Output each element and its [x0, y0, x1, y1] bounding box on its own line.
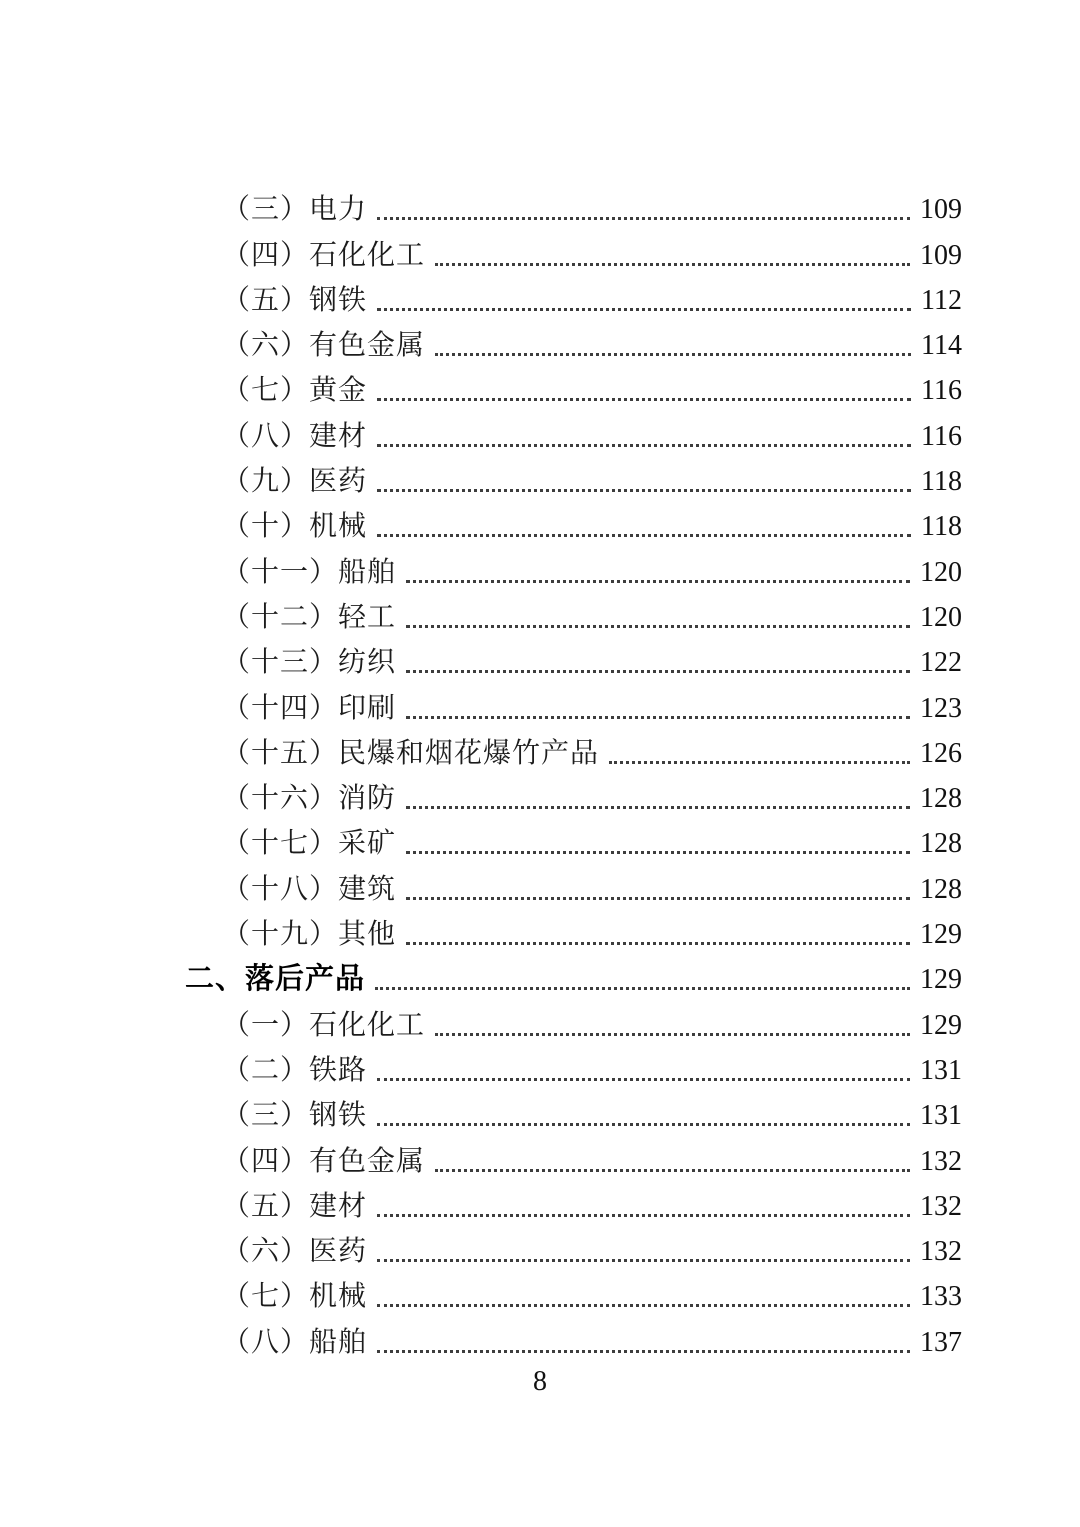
toc-entry: [0, 1134, 1080, 1179]
dot-leader: [406, 670, 910, 673]
toc-entry-label: （十二）轻工: [222, 601, 397, 633]
toc-entry-label: 二、落后产品: [185, 963, 366, 996]
toc-entry-page-number: 122: [920, 647, 962, 679]
toc-entry-label: （十八）建筑: [222, 873, 397, 905]
toc-entry-label: （十三）纺织: [222, 647, 397, 679]
table-of-contents: [0, 183, 1080, 1361]
toc-entry: [0, 319, 1080, 364]
page-number-footer: 8: [533, 1366, 547, 1397]
dot-leader: [435, 263, 910, 266]
dot-leader: [377, 1123, 910, 1126]
dot-leader: [435, 353, 911, 356]
dot-leader: [406, 942, 910, 945]
dot-leader: [406, 625, 910, 628]
toc-entry-label: （十七）采矿: [222, 828, 397, 860]
dot-leader: [377, 1304, 910, 1307]
toc-entry-page-number: 126: [920, 737, 962, 769]
toc-entry-label: （十）机械: [222, 511, 368, 543]
toc-entry: [0, 998, 1080, 1043]
toc-entry-page-number: 120: [920, 601, 962, 633]
toc-entry-label: （九）医药: [222, 466, 368, 498]
toc-entry: [0, 862, 1080, 907]
toc-entry: [0, 228, 1080, 273]
dot-leader: [377, 534, 911, 537]
dot-leader: [377, 489, 911, 492]
toc-entry: [0, 1044, 1080, 1089]
toc-entry-page-number: 116: [921, 375, 962, 407]
toc-entry: [0, 455, 1080, 500]
dot-leader: [377, 398, 911, 401]
toc-entry: [0, 727, 1080, 772]
dot-leader: [377, 1078, 910, 1081]
toc-entry-label: （十六）消防: [222, 783, 397, 815]
toc-entry-page-number: 129: [920, 1009, 962, 1041]
toc-entry: [0, 772, 1080, 817]
toc-entry-label: （十一）船舶: [222, 556, 397, 588]
toc-entry-page-number: 109: [920, 239, 962, 271]
toc-entry-page-number: 128: [920, 783, 962, 815]
toc-entry: [0, 364, 1080, 409]
toc-entry-page-number: 114: [921, 330, 962, 362]
toc-entry-label: （五）建材: [222, 1190, 368, 1222]
toc-entry: [0, 409, 1080, 454]
toc-entry-page-number: 132: [920, 1145, 962, 1177]
toc-entry-page-number: 116: [921, 420, 962, 452]
toc-entry-page-number: 118: [921, 466, 962, 498]
toc-entry-label: （六）有色金属: [222, 330, 426, 362]
toc-entry: [0, 183, 1080, 228]
toc-entry-page-number: 131: [920, 1054, 962, 1086]
toc-entry-page-number: 129: [920, 919, 962, 951]
toc-entry: [0, 1315, 1080, 1360]
dot-leader: [377, 1259, 910, 1262]
toc-entry-page-number: 112: [921, 284, 962, 316]
toc-entry: [0, 545, 1080, 590]
toc-entry-label: （八）建材: [222, 420, 368, 452]
toc-entry-page-number: 118: [921, 511, 962, 543]
dot-leader: [377, 217, 910, 220]
toc-entry: [0, 1180, 1080, 1225]
toc-entry-label: （三）电力: [222, 194, 368, 226]
toc-entry-label: （五）钢铁: [222, 284, 368, 316]
toc-entry: [0, 1270, 1080, 1315]
dot-leader: [406, 580, 910, 583]
toc-entry: [0, 1089, 1080, 1134]
toc-entry-label: （三）钢铁: [222, 1100, 368, 1132]
toc-entry-page-number: 131: [920, 1100, 962, 1132]
dot-leader: [377, 308, 911, 311]
dot-leader: [435, 1169, 910, 1172]
toc-entry-label: （七）机械: [222, 1281, 368, 1313]
dot-leader: [609, 761, 910, 764]
toc-entry-page-number: 129: [920, 964, 962, 996]
toc-entry-page-number: 132: [920, 1236, 962, 1268]
toc-entry-page-number: 132: [920, 1190, 962, 1222]
dot-leader: [406, 716, 910, 719]
toc-entry-page-number: 133: [920, 1281, 962, 1313]
dot-leader: [377, 1214, 910, 1217]
toc-entry-label: （一）石化化工: [222, 1009, 426, 1041]
dot-leader: [375, 987, 910, 990]
dot-leader: [377, 444, 911, 447]
toc-entry: [0, 636, 1080, 681]
dot-leader: [406, 851, 910, 854]
toc-entry: [0, 500, 1080, 545]
toc-entry-label: （七）黄金: [222, 375, 368, 407]
toc-entry-page-number: 109: [920, 194, 962, 226]
dot-leader: [406, 806, 910, 809]
toc-entry-page-number: 128: [920, 873, 962, 905]
toc-entry-label: （四）有色金属: [222, 1145, 426, 1177]
dot-leader: [377, 1350, 910, 1353]
toc-entry: [0, 817, 1080, 862]
toc-entry-label: （十九）其他: [222, 919, 397, 951]
toc-entry-page-number: 137: [920, 1326, 962, 1358]
toc-entry-page-number: 128: [920, 828, 962, 860]
toc-entry-label: （四）石化化工: [222, 239, 426, 271]
toc-entry-page-number: 120: [920, 556, 962, 588]
toc-entry-label: （八）船舶: [222, 1326, 368, 1358]
dot-leader: [406, 897, 910, 900]
toc-entry: [0, 1225, 1080, 1270]
toc-entry: [0, 591, 1080, 636]
toc-entry: [0, 953, 1080, 998]
toc-entry-label: （十四）印刷: [222, 692, 397, 724]
dot-leader: [435, 1033, 910, 1036]
toc-entry: [0, 681, 1080, 726]
toc-entry: [0, 274, 1080, 319]
toc-entry-page-number: 123: [920, 692, 962, 724]
toc-entry-label: （十五）民爆和烟花爆竹产品: [222, 737, 600, 769]
toc-entry-label: （六）医药: [222, 1236, 368, 1268]
toc-entry: [0, 908, 1080, 953]
toc-entry-label: （二）铁路: [222, 1054, 368, 1086]
